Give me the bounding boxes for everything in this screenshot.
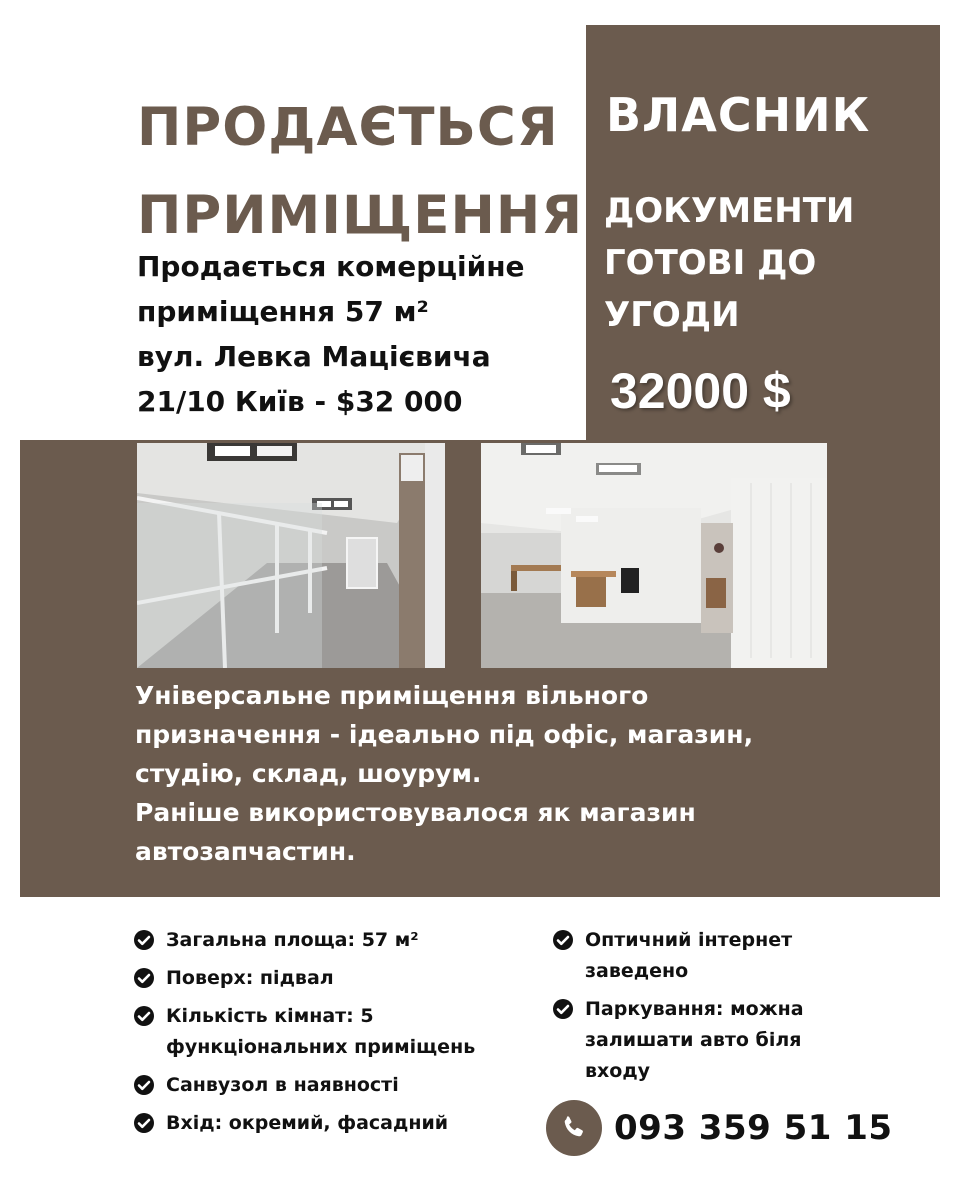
description: [135, 676, 895, 871]
listing-subtitle: [137, 244, 577, 424]
feature-text: входу: [585, 1060, 651, 1082]
headline-line-2: ПРИМІЩЕННЯ: [137, 185, 584, 246]
check-circle-icon: [552, 929, 574, 951]
phone-number[interactable]: 093 359 51 15: [614, 1108, 893, 1148]
photo-shop-image: [137, 443, 445, 668]
feature-text: залишати авто біля: [585, 1029, 802, 1051]
check-circle-icon: [133, 1112, 155, 1134]
feature-item-entrance: [133, 1108, 533, 1139]
photo-office-image: [481, 443, 827, 668]
feature-item-floor: [133, 963, 533, 994]
subtitle-line: приміщення 57 м²: [137, 295, 429, 328]
feature-text: Кількість кімнат: 5: [166, 1005, 374, 1027]
photo-shop-interior: [137, 443, 445, 668]
description-line: студію, склад, шоурум.: [135, 759, 482, 788]
price: 32000 $: [610, 363, 791, 419]
subtitle-line: Продається комерційне: [137, 250, 525, 283]
headline: [137, 84, 583, 260]
photo-office-interior: [481, 443, 827, 668]
feature-text: Паркування: можна: [585, 998, 804, 1020]
documents-line: ДОКУМЕНТИ: [604, 191, 855, 231]
feature-text: заведено: [585, 960, 689, 982]
feature-item-bathroom: [133, 1070, 533, 1101]
feature-text: Поверх: підвал: [166, 967, 334, 989]
check-circle-icon: [133, 1005, 155, 1027]
phone-icon-circle: [546, 1100, 602, 1156]
owner-label: ВЛАСНИК: [606, 88, 871, 142]
subtitle-line: вул. Левка Мацієвича: [137, 340, 491, 373]
feature-text: Оптичний інтернет: [585, 929, 793, 951]
feature-text: функціональних приміщень: [166, 1036, 476, 1058]
description-line: призначення - ідеально під офіс, магазин,: [135, 720, 754, 749]
headline-line-1: ПРОДАЄТЬСЯ: [137, 97, 559, 158]
feature-item-internet: [552, 925, 852, 987]
features-list-left: [133, 925, 533, 1146]
contact-phone[interactable]: [546, 1100, 893, 1156]
check-circle-icon: [133, 929, 155, 951]
feature-text: Загальна площа: 57 м²: [166, 929, 419, 951]
check-circle-icon: [133, 967, 155, 989]
documents-line: УГОДИ: [604, 295, 740, 335]
feature-item-rooms: [133, 1001, 533, 1063]
documents-line: ГОТОВІ ДО: [604, 243, 817, 283]
phone-icon: [559, 1113, 589, 1143]
feature-text: Вхід: окремий, фасадний: [166, 1112, 449, 1134]
documents-ready: [604, 185, 854, 341]
feature-item-area: [133, 925, 533, 956]
description-line: автозапчастин.: [135, 837, 356, 866]
feature-text: Санвузол в наявності: [166, 1074, 399, 1096]
feature-item-parking: [552, 994, 852, 1087]
subtitle-line: 21/10 Київ - $32 000: [137, 385, 463, 418]
check-circle-icon: [552, 998, 574, 1020]
description-line: Універсальне приміщення вільного: [135, 681, 649, 710]
check-circle-icon: [133, 1074, 155, 1096]
description-line: Раніше використовувалося як магазин: [135, 798, 696, 827]
features-list-right: [552, 925, 852, 1094]
